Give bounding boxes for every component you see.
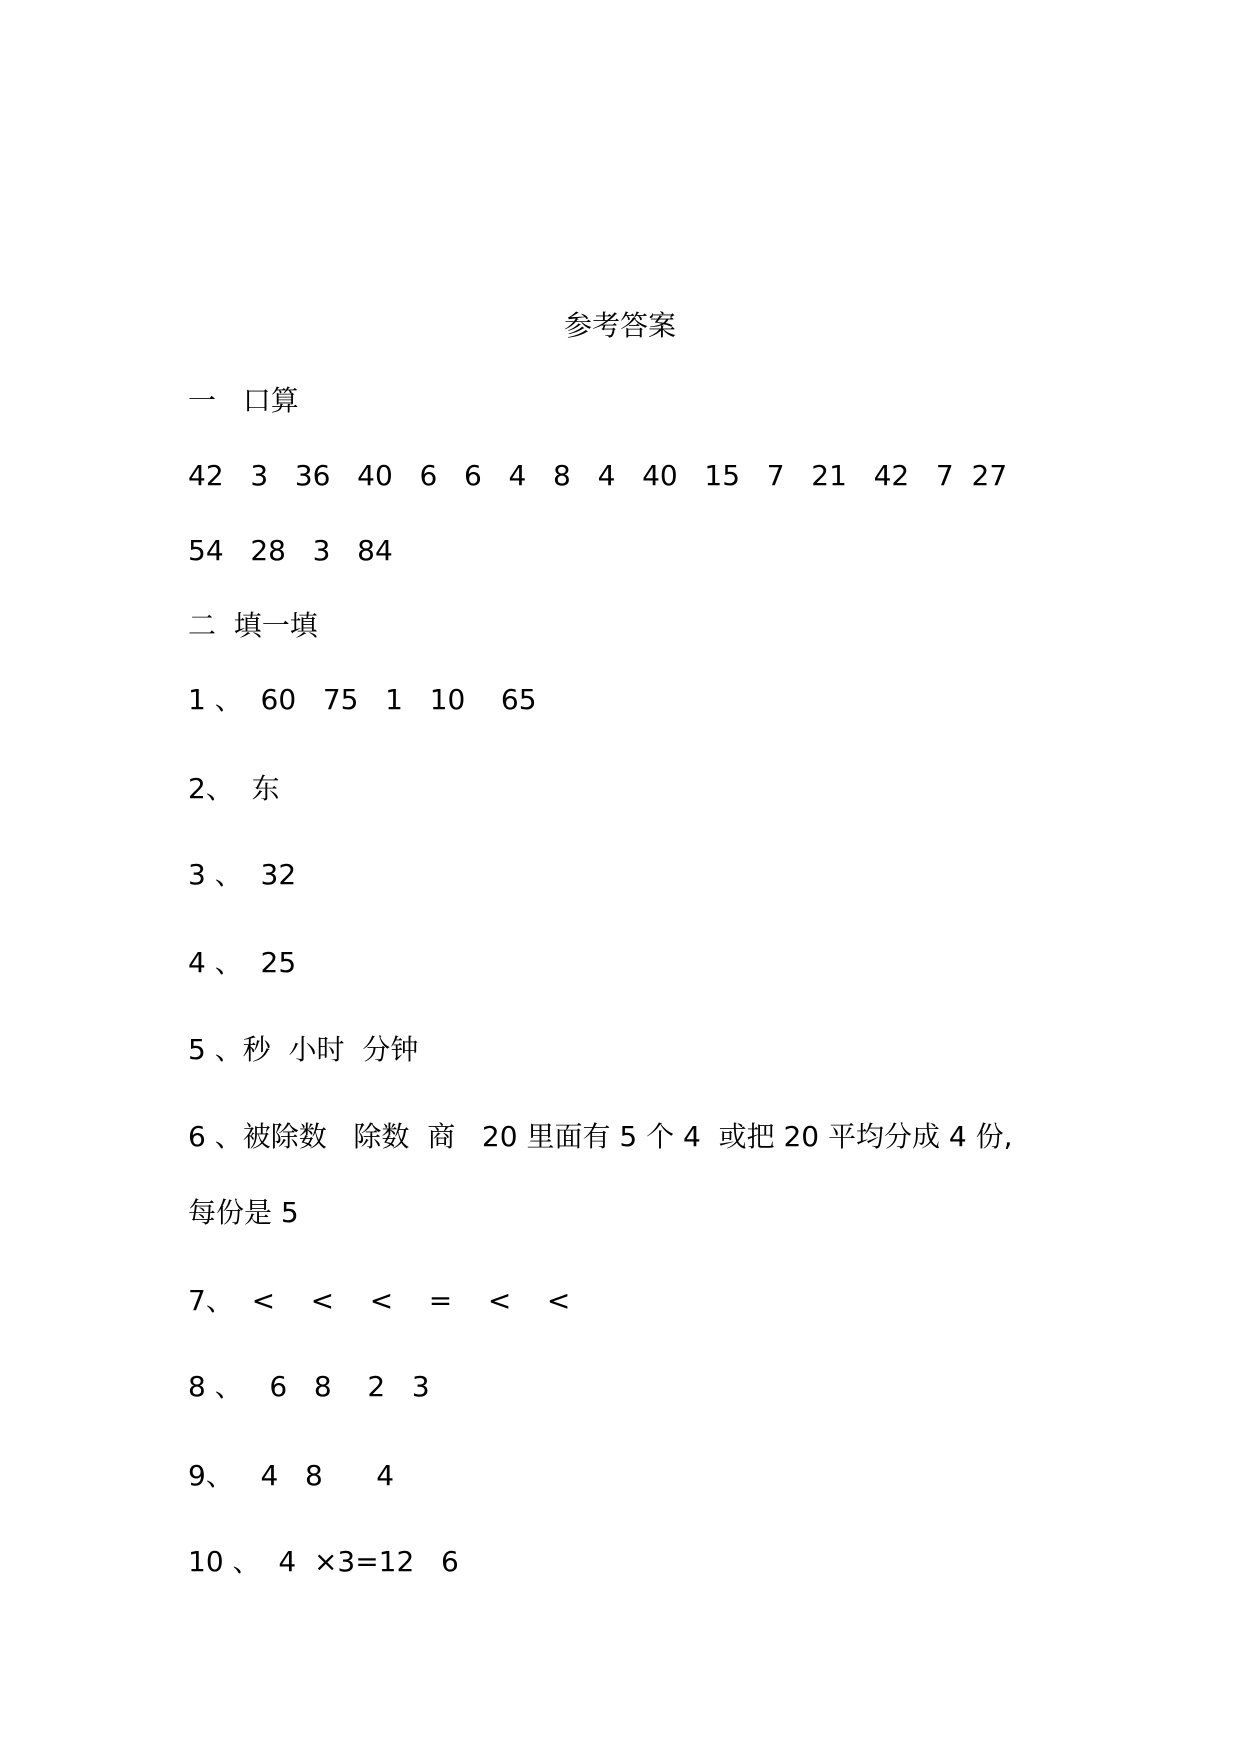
answer-item-1: 1 、 60 75 1 10 65 bbox=[188, 683, 537, 716]
answer-item-7: 7、 < < < = < < bbox=[188, 1284, 571, 1317]
answer-line: 42 3 36 40 6 6 4 8 4 40 15 7 21 42 7 27 bbox=[188, 459, 1008, 492]
answer-item-9: 9、 4 8 4 bbox=[188, 1459, 395, 1492]
answer-item-6: 6 、被除数 除数 商 20 里面有 5 个 4 或把 20 平均分成 4 份, bbox=[188, 1120, 1013, 1153]
answer-item-4: 4 、 25 bbox=[188, 946, 297, 979]
section-heading-fill-in: 二 填一填 bbox=[188, 609, 318, 642]
page-title: 参考答案 bbox=[563, 309, 676, 342]
answer-item-6-cont: 每份是 5 bbox=[188, 1196, 299, 1229]
section-heading-oral-calc: 一 口算 bbox=[188, 384, 299, 417]
answer-item-8: 8 、 6 8 2 3 bbox=[188, 1370, 430, 1403]
answer-item-2: 2、 东 bbox=[188, 772, 280, 805]
answer-item-3: 3 、 32 bbox=[188, 858, 297, 891]
answer-item-10: 10 、 4 ×3=12 6 bbox=[188, 1545, 459, 1578]
answer-item-5: 5 、秒 小时 分钟 bbox=[188, 1033, 419, 1066]
answer-line: 54 28 3 84 bbox=[188, 534, 393, 567]
